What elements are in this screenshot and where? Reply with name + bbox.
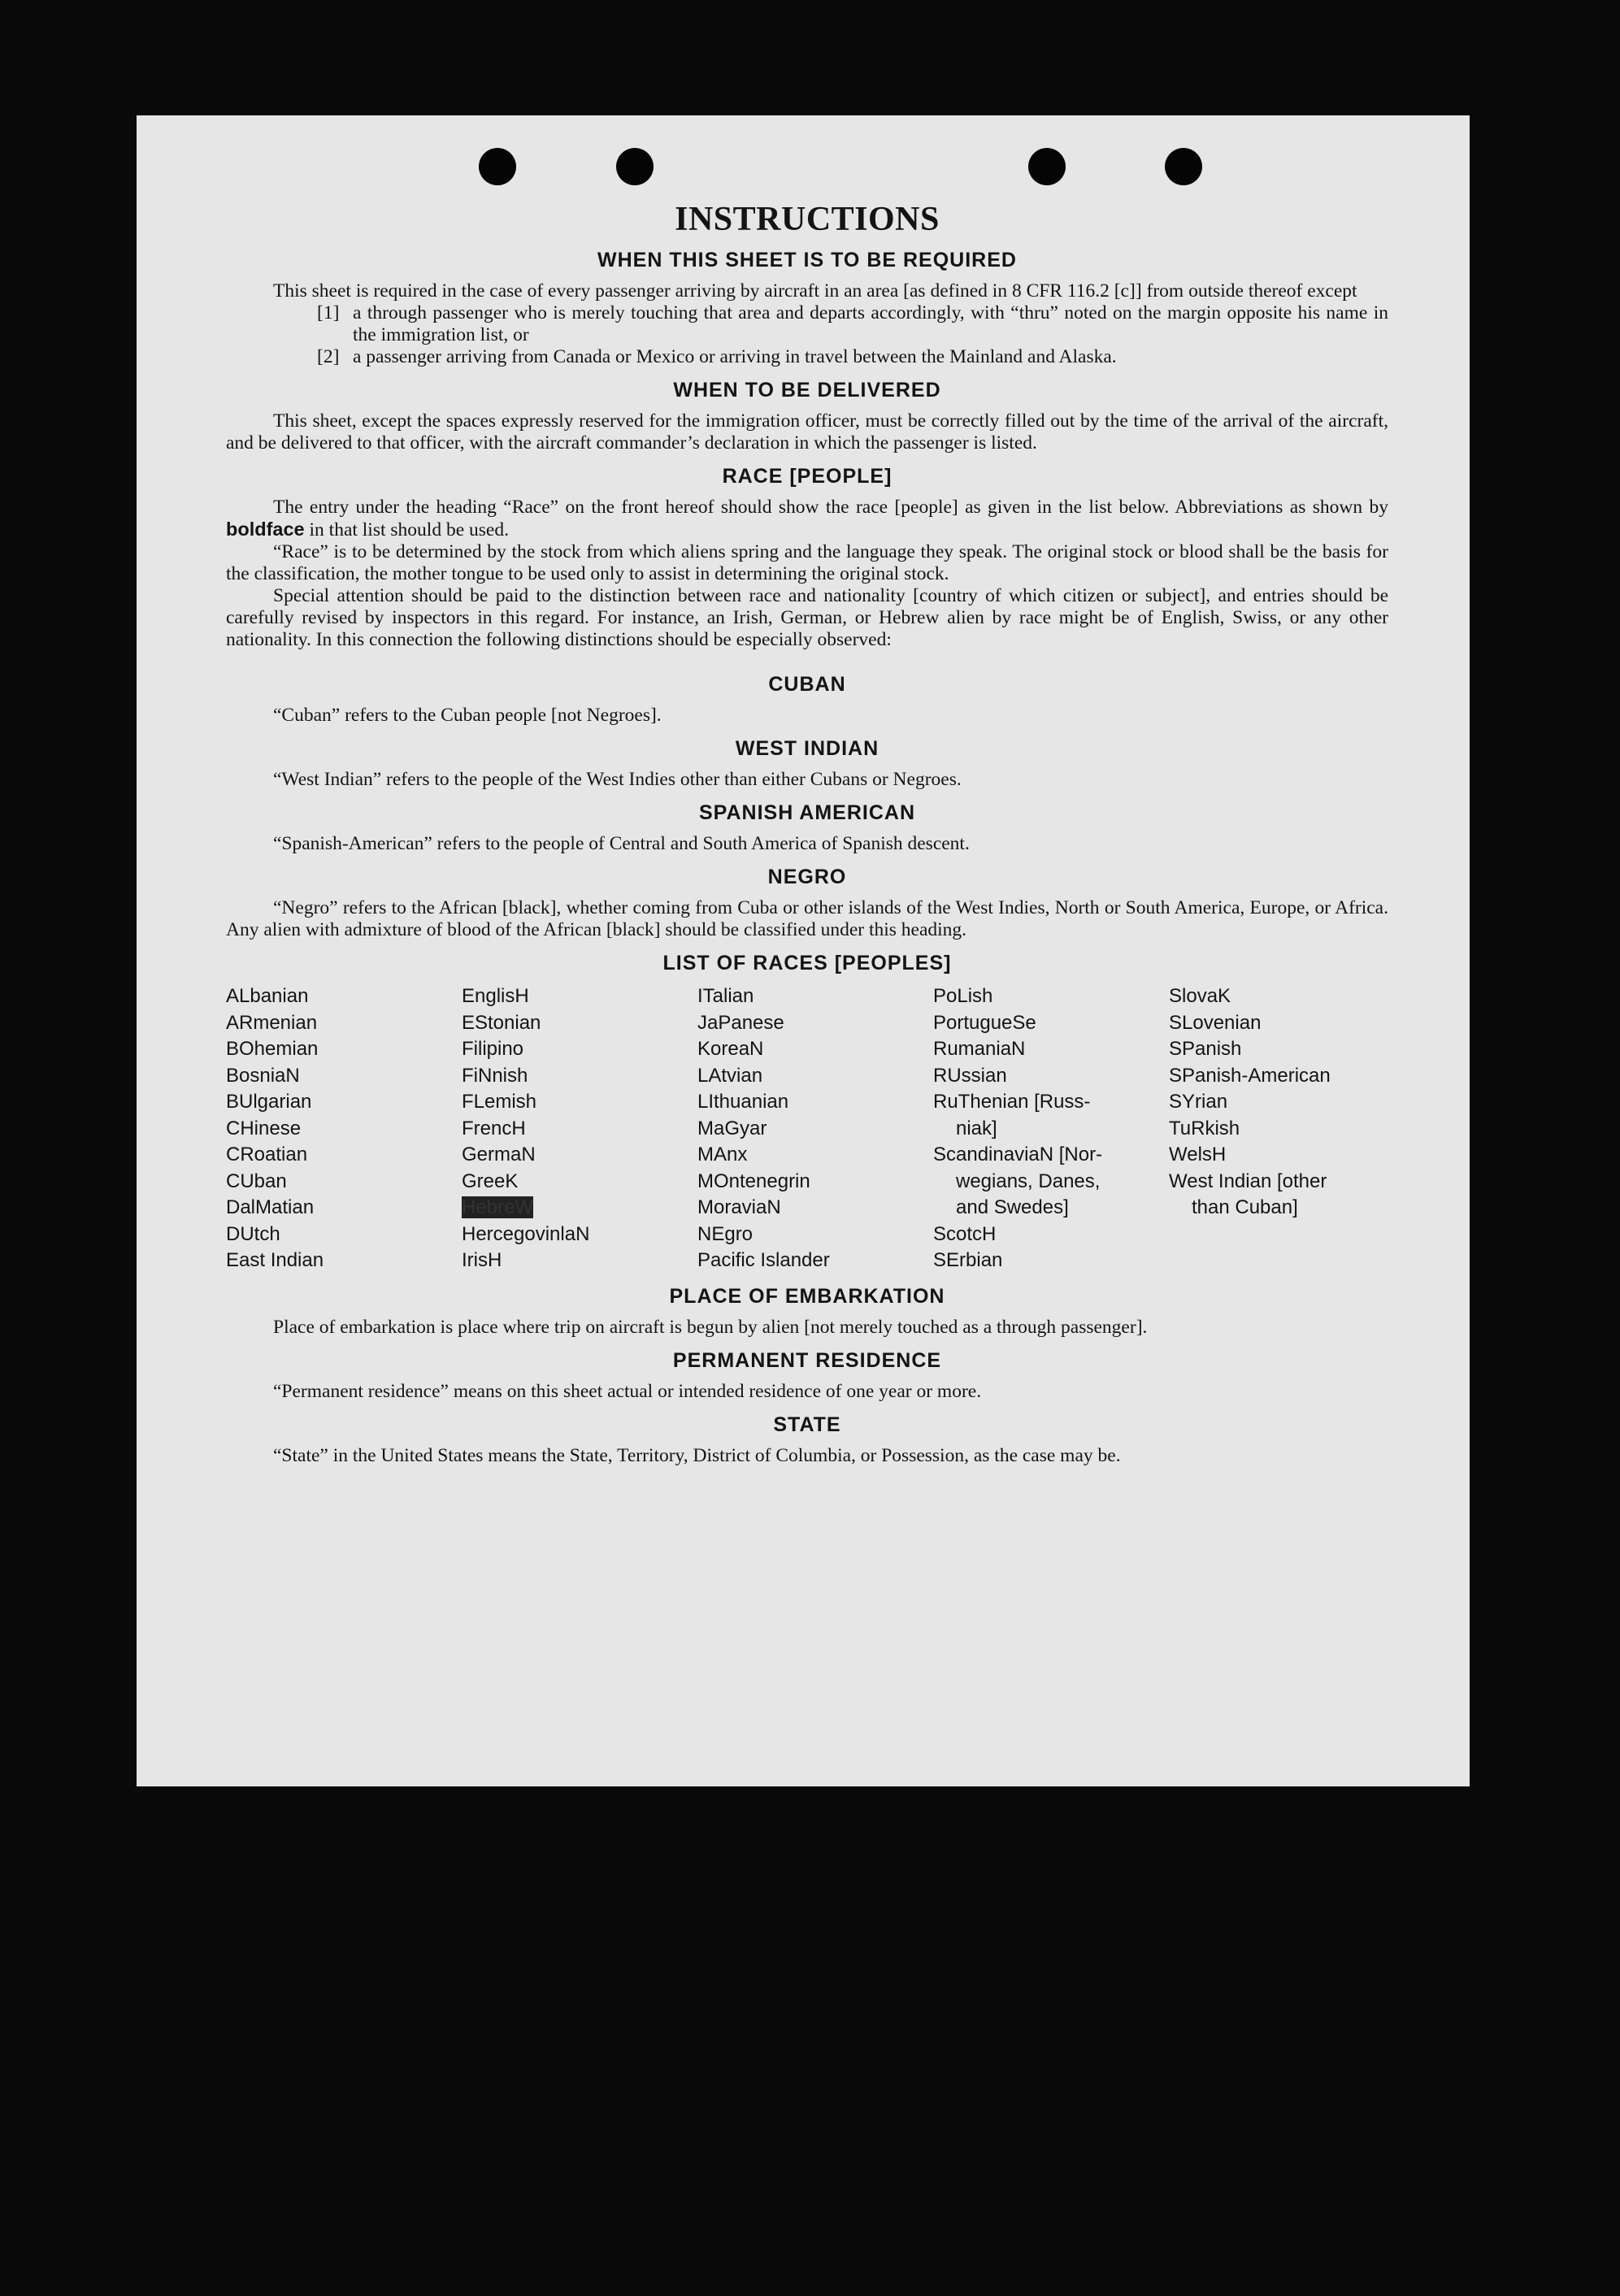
race-entry: WelsH (1169, 1144, 1227, 1165)
document-content (226, 201, 1388, 1467)
section-heading: PERMANENT RESIDENCE (672, 1348, 942, 1372)
page-title: INSTRUCTIONS (675, 201, 940, 238)
race-entry: RUssian (933, 1064, 1007, 1087)
race-entry: SYrian (1169, 1091, 1228, 1113)
section-heading: PLACE OF EMBARKATION (669, 1284, 945, 1308)
race-entry-continued: niak] (956, 1117, 997, 1139)
race-entry: MoraviaN (697, 1196, 781, 1218)
race-entry: GermaN (462, 1144, 536, 1165)
race-entry: CUban (226, 1170, 287, 1192)
race-entry: Pacific Islander (697, 1249, 830, 1271)
section-heading: SPANISH AMERICAN (698, 801, 915, 824)
paragraph: The entry under the heading “Race” on the front hereof should show the race [people] as given in the list below. Abbreviations as shown by boldface in that list should be used. (226, 497, 1388, 540)
races-column (933, 983, 1169, 1274)
race-entry: LIthuanian (697, 1091, 789, 1113)
race-entry: ScotcH (933, 1222, 997, 1245)
race-entry: Filipino (462, 1038, 524, 1060)
race-entry: NEgro (697, 1222, 754, 1245)
race-entry: SLovenian (1169, 1011, 1262, 1034)
race-entry: GreeK (462, 1170, 519, 1192)
race-entry-continued: wegians, Danes, (956, 1170, 1101, 1192)
race-entry: TuRkish (1169, 1117, 1240, 1139)
race-entry: MaGyar (697, 1117, 767, 1139)
paragraph: Place of embarkation is place where trip on aircraft is begun by alien [not merely touched as a through passenger]. (273, 1316, 1148, 1338)
race-entry: SPanish (1169, 1038, 1242, 1060)
race-entry: PoLish (933, 985, 993, 1007)
race-entry-struck: HebreW (462, 1196, 534, 1218)
race-entry: EStonian (462, 1011, 541, 1034)
section-heading: WHEN THIS SHEET IS TO BE REQUIRED (597, 249, 1017, 271)
race-entry: DalMatian (226, 1196, 315, 1218)
race-entry: SlovaK (1169, 985, 1231, 1007)
section-heading: STATE (773, 1413, 841, 1436)
race-entry: DUtch (226, 1222, 280, 1245)
race-entry: RuThenian [Russ- (933, 1091, 1091, 1113)
race-entry: CHinese (226, 1117, 302, 1139)
race-entry: ALbanian (226, 985, 309, 1007)
race-entry: JaPanese (697, 1011, 784, 1034)
race-entry: ITalian (697, 985, 754, 1007)
race-entry: BosniaN (226, 1064, 300, 1087)
race-entry: KoreaN (697, 1038, 764, 1060)
race-entry: MOntenegrin (697, 1170, 810, 1192)
races-column (1169, 983, 1405, 1274)
section-heading: RACE [PEOPLE] (722, 465, 893, 488)
race-entry-continued: than Cuban] (1192, 1196, 1298, 1218)
section-heading: WEST INDIAN (735, 737, 879, 760)
race-entry: IrisH (462, 1249, 502, 1271)
races-column (226, 983, 462, 1274)
race-entry: LAtvian (697, 1064, 763, 1087)
race-entry: East Indian (226, 1249, 324, 1271)
paragraph: “Cuban” refers to the Cuban people [not Negroes]. (273, 705, 662, 726)
race-entry: FLemish (462, 1091, 537, 1113)
race-entry: RumaniaN (933, 1038, 1026, 1060)
race-entry: ScandinaviaN [Nor- (933, 1144, 1103, 1165)
race-entry: SErbian (933, 1249, 1003, 1271)
item-text: a through passenger who is merely touching that area and departs accordingly, with “thru” noted on the margin opposite his name in the immigration list, or (353, 302, 1388, 345)
item-text: a passenger arriving from Canada or Mexico or arriving in travel between the Mainland and Alaska. (353, 346, 1117, 367)
race-entry: MAnx (697, 1144, 748, 1165)
race-entry: ARmenian (226, 1011, 318, 1034)
race-entry: BOhemian (226, 1038, 319, 1060)
race-entry: West Indian [other (1169, 1170, 1327, 1192)
race-entry: EnglisH (462, 985, 529, 1007)
punch-hole (1028, 148, 1066, 185)
races-column (697, 983, 933, 1274)
list-item (226, 346, 1388, 368)
section-heading: CUBAN (768, 673, 846, 696)
section-heading: NEGRO (767, 866, 847, 888)
paragraph: This sheet, except the spaces expressly reserved for the immigration officer, must be correctly filled out by the time of the arrival of the aircraft, and be delivered to that officer, with the aircraft commander’s declaration in which the passenger is listed. (226, 410, 1388, 454)
paragraph: “Permanent residence” means on this sheet actual or intended residence of one year or more. (273, 1380, 982, 1402)
paragraph: “Spanish-American” refers to the people of Central and South America of Spanish descent. (273, 833, 970, 854)
item-number: [1] (317, 302, 340, 323)
paragraph: “Race” is to be determined by the stock from which aliens spring and the language they speak. The original stock or blood shall be the basis for the classification, the mother tongue to be used only to assist in determining the original stock. (226, 541, 1388, 584)
document-sheet (137, 115, 1470, 1786)
punch-hole (479, 148, 516, 185)
race-entry: FiNnish (462, 1064, 528, 1087)
race-entry: SPanish-American (1169, 1064, 1331, 1087)
races-column (462, 983, 697, 1274)
list-item (226, 302, 1388, 346)
paragraph: Special attention should be paid to the distinction between race and nationality [country of which citizen or subject], and entries should be carefully revised by inspectors in this regard. For instance, an Irish, German, or Hebrew alien by race might be of English, Swiss, or any other nationality. In this connection the following distinctions should be especially observed: (226, 585, 1388, 650)
section-heading: LIST OF RACES [PEOPLES] (662, 952, 952, 974)
section-heading: WHEN TO BE DELIVERED (673, 379, 941, 401)
race-entry: CRoatian (226, 1144, 308, 1165)
paragraph: “State” in the United States means the State, Territory, District of Columbia, or Possession, as the case may be. (273, 1444, 1121, 1466)
race-entry-continued: and Swedes] (956, 1196, 1069, 1218)
paragraph: This sheet is required in the case of every passenger arriving by aircraft in an area [as defined in 8 CFR 116.2 [c]] from outside thereof except (273, 280, 1357, 302)
race-entry: PortugueSe (933, 1011, 1036, 1034)
race-entry: HercegovinlaN (462, 1222, 590, 1245)
paragraph: “Negro” refers to the African [black], whether coming from Cuba or other islands of the West Indies, North or South America, Europe, or Africa. Any alien with admixture of blood of the African [black] should be classified under this heading. (226, 897, 1388, 940)
item-number: [2] (317, 346, 340, 367)
punch-hole (1165, 148, 1202, 185)
race-entry: BUlgarian (226, 1091, 312, 1113)
paragraph: “West Indian” refers to the people of the West Indies other than either Cubans or Negroes. (273, 769, 962, 790)
races-list (226, 983, 1388, 1274)
race-entry: FrencH (462, 1117, 526, 1139)
punch-hole (616, 148, 654, 185)
